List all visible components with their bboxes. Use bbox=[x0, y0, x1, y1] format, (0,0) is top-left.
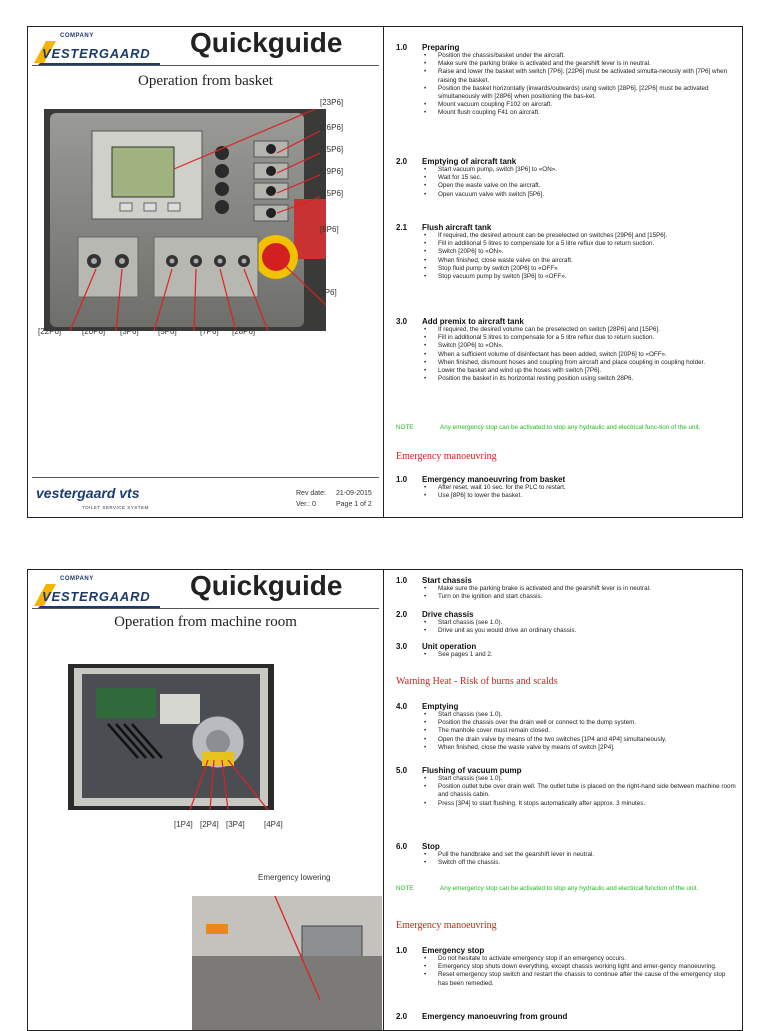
callout-20p6: [20P6] bbox=[82, 327, 106, 336]
vestergaard-logo bbox=[32, 576, 162, 610]
note-label: NOTE bbox=[396, 424, 414, 431]
callout-emergency-lowering: Emergency lowering bbox=[258, 873, 331, 882]
logo-company-text: COMPANY bbox=[60, 576, 94, 582]
list-item: • See pages 1 and 2. bbox=[396, 651, 736, 659]
callout-22p6: [22P6] bbox=[38, 327, 62, 336]
section-title: Stop bbox=[422, 842, 440, 851]
callout-26p6: [26P6] bbox=[320, 123, 344, 132]
left-column bbox=[28, 27, 384, 517]
section-title: Unit operation bbox=[422, 642, 477, 651]
section-number: 1.0 bbox=[396, 475, 408, 484]
quickguide-page-1 bbox=[27, 26, 743, 518]
list-item: • When finished, dismount hoses and coupling from aircraft and place coupling in coupling holder. bbox=[396, 359, 736, 367]
section-number: 4.0 bbox=[396, 702, 408, 711]
callout-1p4: [1P4] bbox=[174, 820, 193, 829]
list-item: • Mount vacuum coupling F102 on aircraft. bbox=[396, 101, 736, 109]
callout-15p6: [15P6] bbox=[320, 189, 344, 198]
note bbox=[396, 423, 734, 433]
section-number: 1.0 bbox=[396, 946, 408, 955]
callout-3p6: [3P6] bbox=[120, 327, 139, 336]
section-title: Start chassis bbox=[422, 576, 472, 585]
section-title: Preparing bbox=[422, 43, 460, 52]
list-item: • Open the waste valve on the aircraft. bbox=[396, 182, 736, 190]
emergency-heading: Emergency manoeuvring bbox=[396, 920, 497, 931]
callout-8p6: [8P6] bbox=[320, 225, 339, 234]
list-item: • Position outlet tube over drain well. The outlet tube is placed on the right-hand side between machine room and chassis cabin. bbox=[396, 783, 736, 799]
section-preparing bbox=[396, 43, 736, 118]
page-subtitle: Operation from machine room bbox=[114, 614, 297, 630]
section-number: 2.0 bbox=[396, 1012, 408, 1021]
section-number: 6.0 bbox=[396, 842, 408, 851]
emergency-heading: Emergency manoeuvring bbox=[396, 451, 497, 462]
list-item: • Position the basket in its horizontal resting position using switch 28P6. bbox=[396, 375, 736, 383]
page-number: Page 1 of 2 bbox=[336, 501, 372, 508]
callout-4p4: [4P4] bbox=[264, 820, 283, 829]
list-item: • Emergency stop shuts down everything, except chassis working light and emer-gency manoeuvring. bbox=[396, 963, 736, 971]
right-column bbox=[384, 570, 742, 1030]
section-number: 5.0 bbox=[396, 766, 408, 775]
section-number: 3.0 bbox=[396, 642, 408, 651]
list-item: • Mount flush coupling F41 on aircraft. bbox=[396, 109, 736, 117]
page-title: Quickguide bbox=[190, 570, 343, 601]
section-title: Drive chassis bbox=[422, 610, 474, 619]
section-emergency-basket bbox=[396, 475, 736, 500]
footer-logo: vestergaard vts bbox=[36, 485, 140, 501]
section-title: Emergency stop bbox=[422, 946, 485, 955]
section-number: 3.0 bbox=[396, 317, 408, 326]
rev-date: 21-09-2015 bbox=[336, 490, 372, 497]
list-item: • Pull the handbrake and set the gearshift lever in neutral. bbox=[396, 851, 736, 859]
list-item: • Drive unit as you would drive an ordinary chassis. bbox=[396, 627, 736, 635]
list-item: • If required, the desired volume can be preselected on switch [28P6] and [15P6]. bbox=[396, 326, 736, 334]
section-title: Emptying of aircraft tank bbox=[422, 157, 517, 166]
list-item: • Open vacuum valve with switch [5P6]. bbox=[396, 191, 736, 199]
warning-heading: Warning Heat - Risk of burns and scalds bbox=[396, 676, 558, 687]
list-item: • Make sure the parking brake is activated and the gearshift lever is in neutral. bbox=[396, 585, 736, 593]
section-emergency-stop bbox=[396, 946, 736, 988]
list-item: • When finished, close the waste valve by means of switch [2P4]. bbox=[396, 744, 736, 752]
footer-logo-sub: TOILET SERVICE SYSTEM bbox=[82, 505, 149, 510]
list-item: • Do not hesitate to activate emergency stop if an emergency occurs. bbox=[396, 955, 736, 963]
list-item: • Make sure the parking brake is activated and the gearshift lever is in neutral. bbox=[396, 60, 736, 68]
logo-company-text: COMPANY bbox=[60, 33, 94, 39]
page-title: Quickguide bbox=[190, 27, 343, 58]
section-title: Flush aircraft tank bbox=[422, 223, 492, 232]
note-text: Any emergency stop can be activated to stop any hydraulic and electrical function of the unit. bbox=[440, 885, 699, 892]
section-unit-operation bbox=[396, 642, 736, 659]
callout-2p4: [2P4] bbox=[200, 820, 219, 829]
right-column bbox=[384, 27, 742, 517]
section-title: Emergency manoeuvring from ground bbox=[422, 1012, 568, 1021]
list-item: • Switch [20P6] to «ON». bbox=[396, 342, 736, 350]
section-title: Add premix to aircraft tank bbox=[422, 317, 524, 326]
page-subtitle: Operation from basket bbox=[138, 73, 273, 89]
section-title: Emergency manoeuvring from basket bbox=[422, 475, 566, 484]
section-number: 1.0 bbox=[396, 576, 408, 585]
section-add-premix bbox=[396, 317, 736, 383]
quickguide-page-2 bbox=[27, 569, 743, 1031]
list-item: • When finished, close waste valve on the aircraft. bbox=[396, 257, 736, 265]
callout-7p6: [7P6] bbox=[200, 327, 219, 336]
version: Ver.: 0 bbox=[296, 501, 316, 508]
logo-brand-text: VESTERGAARD bbox=[42, 589, 151, 604]
section-emergency-ground bbox=[396, 1012, 736, 1021]
list-item: • Start chassis (see 1.0). bbox=[396, 711, 736, 719]
note-label: NOTE bbox=[396, 885, 414, 892]
list-item: • Position the chassis/basket under the aircraft. bbox=[396, 52, 736, 60]
rev-label: Rev date: bbox=[296, 490, 326, 497]
list-item: • Lower the basket and wind up the hoses with switch [7P6]. bbox=[396, 367, 736, 375]
section-number: 2.0 bbox=[396, 157, 408, 166]
control-panel-photo bbox=[44, 109, 326, 331]
list-item: • Press [3P4] to start flushing. It stops automatically after approx. 3 minutes. bbox=[396, 800, 736, 808]
list-item: • Stop fluid pump by switch [20P6] to «OFF» bbox=[396, 265, 736, 273]
callout-25p6: [25P6] bbox=[320, 145, 344, 154]
logo-brand-text: VESTERGAARD bbox=[42, 46, 151, 61]
callout-23p6: [23P6] bbox=[320, 98, 344, 107]
note bbox=[396, 884, 734, 894]
section-stop bbox=[396, 842, 736, 867]
list-item: • Position the basket horizontally (inwards/outwards) using switch [28P6]. [22P6] must be activated simultaneously with [28P6] when positioning the bas-ket. bbox=[396, 85, 736, 101]
list-item: • Start vacuum pump, switch [3P6] to «ON». bbox=[396, 166, 736, 174]
callout-3p4: [3P4] bbox=[226, 820, 245, 829]
section-title: Flushing of vacuum pump bbox=[422, 766, 522, 775]
list-item: • Use [8P6] to lower the basket. bbox=[396, 492, 736, 500]
list-item: • Switch [20P6] to «ON». bbox=[396, 248, 736, 256]
list-item: • When a sufficient volume of disinfectant has been added, switch [20P6] to «OFF». bbox=[396, 351, 736, 359]
section-emptying-tank bbox=[396, 157, 736, 199]
callout-29p6: [29P6] bbox=[320, 167, 344, 176]
divider bbox=[32, 608, 379, 609]
callout-5p6: [5P6] bbox=[158, 327, 177, 336]
left-column bbox=[28, 570, 384, 1030]
divider bbox=[32, 65, 379, 66]
note-text: Any emergency stop can be activated to stop any hydraulic and electrical func-tion of the unit. bbox=[440, 424, 701, 431]
section-start-chassis bbox=[396, 576, 736, 601]
section-number: 2.1 bbox=[396, 223, 408, 232]
vestergaard-logo bbox=[32, 33, 162, 67]
section-flushing-pump bbox=[396, 766, 736, 808]
list-item: • Start chassis (see 1.0). bbox=[396, 619, 736, 627]
list-item: • The manhole cover must remain closed. bbox=[396, 727, 736, 735]
section-emptying bbox=[396, 702, 736, 752]
section-flush-tank bbox=[396, 223, 736, 281]
list-item: • Fill in additional 5 litres to compensate for a 5 litre reflux due to return suction. bbox=[396, 240, 736, 248]
list-item: • Position the chassis over the drain well or connect to the dump system. bbox=[396, 719, 736, 727]
machine-room-photo bbox=[68, 664, 274, 810]
section-title: Emptying bbox=[422, 702, 459, 711]
callout-28p6: [28P6] bbox=[232, 327, 256, 336]
list-item: • Reset emergency stop switch and restart the chassis to continue after the cause of the emergency stop has been remedied. bbox=[396, 971, 736, 987]
emergency-lowering-photo bbox=[192, 896, 382, 1030]
callout-9p6: [9P6] bbox=[318, 288, 337, 297]
footer-divider bbox=[32, 477, 379, 478]
list-item: • Start chassis (see 1.0). bbox=[396, 775, 736, 783]
section-number: 2.0 bbox=[396, 610, 408, 619]
section-drive-chassis bbox=[396, 610, 736, 635]
list-item: • Open the drain valve by means of the two switches [1P4 and 4P4] simultaneously. bbox=[396, 736, 736, 744]
section-number: 1.0 bbox=[396, 43, 408, 52]
list-item: • Fill in additional 5 litres to compensate for a 5 litre reflux due to return suction. bbox=[396, 334, 736, 342]
list-item: • Stop vacuum pump by switch [3P6] to «OFF». bbox=[396, 273, 736, 281]
list-item: • If required, the desired amount can be preselected on switches [29P6] and [15P6]. bbox=[396, 232, 736, 240]
list-item: • Switch off the chassis. bbox=[396, 859, 736, 867]
list-item: • Raise and lower the basket with switch [7P6]. [22P6] must be activated simulta-neously with [7P6] when raising the basket. bbox=[396, 68, 736, 84]
list-item: • Turn on the ignition and start chassis. bbox=[396, 593, 736, 601]
list-item: • Wait for 15 sec. bbox=[396, 174, 736, 182]
list-item: • After reset, wait 10 sec. for the PLC to restart. bbox=[396, 484, 736, 492]
